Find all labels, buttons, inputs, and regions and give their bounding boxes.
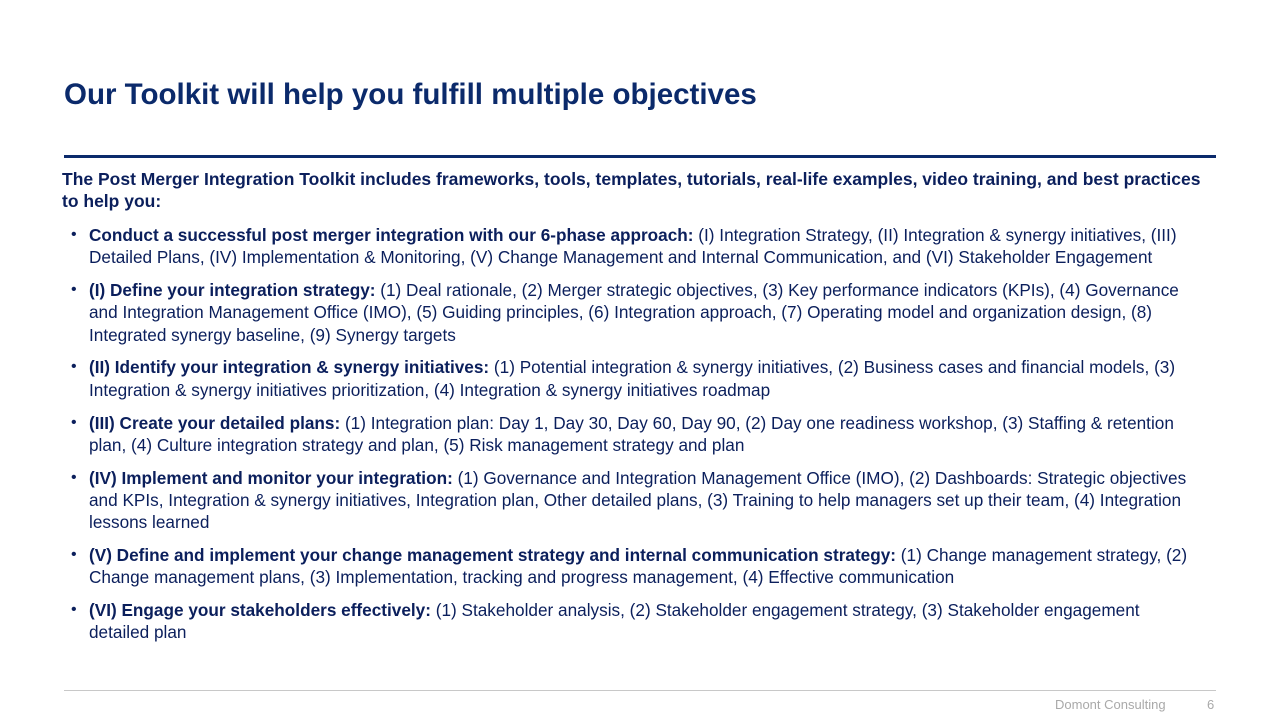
footer-divider <box>64 690 1216 691</box>
objective-heading: (V) Define and implement your change management strategy and internal communication strategy: <box>89 545 897 566</box>
bullet-icon: • <box>71 413 77 431</box>
footer-brand: Domont Consulting <box>1055 697 1166 712</box>
objective-item-detailed-plans <box>62 412 1202 457</box>
objective-heading: Conduct a successful post merger integration with our 6-phase approach: <box>89 225 694 245</box>
objective-item-change-management <box>62 544 1202 589</box>
objective-detail: (1) Change management strategy, (2) Change management plans, (3) Implementation, tracking and progress management, (4) Effective communication <box>89 545 1188 588</box>
bullet-icon: • <box>71 226 77 243</box>
objective-heading: (IV) Implement and monitor your integration: <box>89 467 453 488</box>
objective-item-approach <box>62 224 1202 269</box>
intro-text: The Post Merger Integration Toolkit includes frameworks, tools, templates, tutorials, real-life examples, video training, and best practices to help you: <box>62 169 1201 211</box>
objective-detail: (1) Deal rationale, (2) Merger strategic objectives, (3) Key performance indicators (KPIs), (4) Governance and Integration Management Office (IMO), (5) Guiding principles, (6) Integration approach, (7) Operating model and organization design, (8) Integrated synergy baseline, (9) Synergy targets <box>89 280 1179 345</box>
objective-item-initiatives <box>62 356 1202 401</box>
page-number: 6 <box>1207 697 1215 712</box>
objective-heading: (III) Create your detailed plans: <box>89 412 341 433</box>
objective-detail: (1) Integration plan: Day 1, Day 30, Day 60, Day 90, (2) Day one readiness workshop, (3) Staffing & retention plan, (4) Culture integration strategy and plan, (5) Risk management strategy and plan <box>89 412 1174 455</box>
objective-detail: (1) Potential integration & synergy initiatives, (2) Business cases and financial models, (3) Integration & synergy initiatives prioritization, (4) Integration & synergy initiatives roadmap <box>89 357 1176 400</box>
objective-heading: (VI) Engage your stakeholders effectively: <box>89 600 431 621</box>
objective-detail: (1) Governance and Integration Management Office (IMO), (2) Dashboards: Strategic objectives and KPIs, Integration & synergy initiatives, Integration plan, Other detailed plans, (3) Training to help managers set up their team, (4) Integration lessons learned <box>89 467 1187 533</box>
title-divider <box>64 155 1216 158</box>
bullet-icon: • <box>71 358 77 376</box>
bullet-icon: • <box>71 601 77 619</box>
bullet-icon: • <box>71 281 77 299</box>
objective-detail: (I) Integration Strategy, (II) Integration & synergy initiatives, (III) Detailed Plans, (IV) Implementation & Monitoring, (V) Change Management and Internal Communication, and (VI) Stakeholder Engagement <box>89 225 1177 268</box>
objective-heading: (II) Identify your integration & synergy initiatives: <box>89 357 490 378</box>
slide-title: Our Toolkit will help you fulfill multiple objectives <box>64 78 757 111</box>
bullet-icon: • <box>71 468 77 486</box>
objective-item-implement-monitor <box>62 467 1202 534</box>
objective-heading: (I) Define your integration strategy: <box>89 280 376 301</box>
objective-item-stakeholders <box>62 599 1202 644</box>
objective-item-strategy <box>62 279 1202 346</box>
objectives-list <box>62 224 1202 654</box>
objective-detail: (1) Stakeholder analysis, (2) Stakeholder engagement strategy, (3) Stakeholder engagement detailed plan <box>89 600 1140 643</box>
bullet-icon: • <box>71 546 77 564</box>
